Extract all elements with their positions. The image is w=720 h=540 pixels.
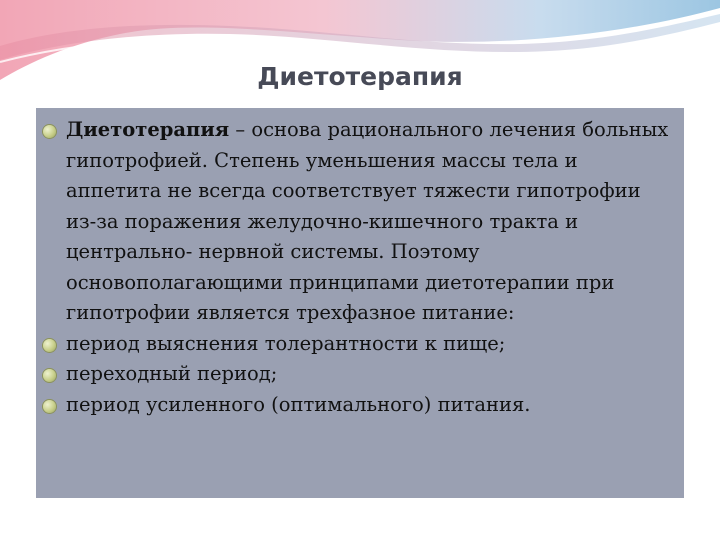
round-bullet-icon [43,339,56,352]
round-bullet-icon [43,400,56,413]
bullet-text: период выяснения толерантности к пище; [66,331,506,355]
round-bullet-icon [43,369,56,382]
bullet-item-phase-2 [36,359,676,390]
bullet-item-phase-3 [36,390,676,421]
round-bullet-icon [43,125,56,138]
bullet-item-intro [36,115,676,329]
slide-title: Диетотерапия [257,62,463,91]
bullet-text: переходный период; [66,362,278,385]
bullet-item-phase-1 [36,329,676,360]
bullet-text: период усиленного (оптимального) питания. [66,392,531,416]
bullet-text: – основа рационального лечения больных гипотрофией. Степень уменьшения массы тела и аппетита не всегда соответствует тяжести гипотрофии из-за поражения желудочно-кишечного тракта и центрально- нервной системы. Поэтому основополагающими принципами диетотерапии при гипотрофии является трехфазное питание: [66,118,669,324]
bullet-list [36,108,684,420]
bullet-lead-term: Диетотерапия [66,118,230,141]
content-panel [36,108,684,498]
